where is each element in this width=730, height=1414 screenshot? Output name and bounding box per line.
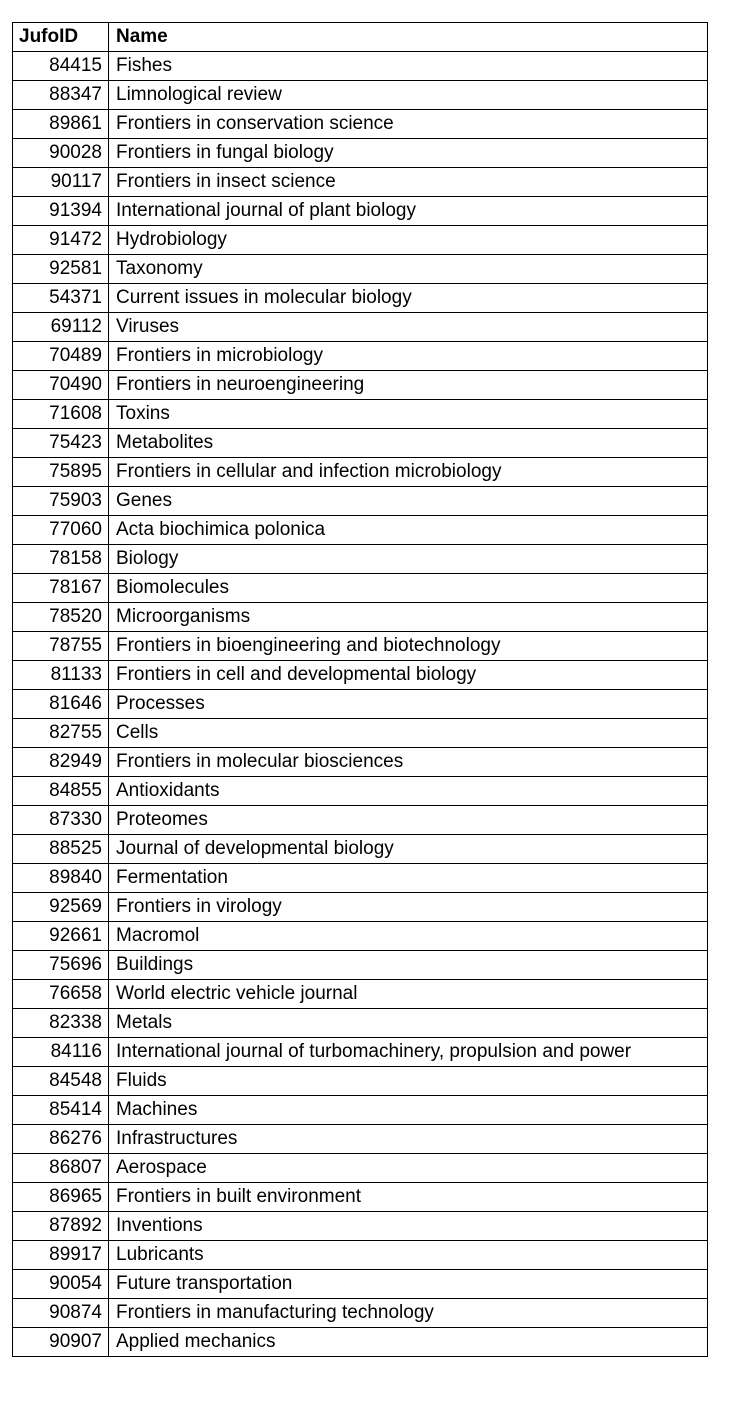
- table-row: [13, 255, 708, 284]
- journal-name-cell: Limnological review: [109, 81, 708, 110]
- table-row: [13, 545, 708, 574]
- table-row: [13, 690, 708, 719]
- jufo-id-cell: 75423: [13, 429, 109, 458]
- table-row: [13, 748, 708, 777]
- journal-name-cell: Frontiers in cellular and infection microbiology: [109, 458, 708, 487]
- journal-name-cell: Biomolecules: [109, 574, 708, 603]
- table-row: [13, 1212, 708, 1241]
- table-row: [13, 1270, 708, 1299]
- table-row: [13, 719, 708, 748]
- journal-name-cell: Frontiers in bioengineering and biotechnology: [109, 632, 708, 661]
- journal-name-cell: Machines: [109, 1096, 708, 1125]
- jufo-id-cell: 84548: [13, 1067, 109, 1096]
- table-row: [13, 951, 708, 980]
- table-row: [13, 835, 708, 864]
- header-row: [13, 23, 708, 52]
- table-row: [13, 603, 708, 632]
- table-row: [13, 226, 708, 255]
- journal-name-cell: Journal of developmental biology: [109, 835, 708, 864]
- jufo-id-cell: 75903: [13, 487, 109, 516]
- jufo-id-cell: 84855: [13, 777, 109, 806]
- table-header: [13, 23, 708, 52]
- table-row: [13, 284, 708, 313]
- table-row: [13, 516, 708, 545]
- journal-name-cell: Frontiers in insect science: [109, 168, 708, 197]
- journal-name-cell: Inventions: [109, 1212, 708, 1241]
- table-body: [13, 52, 708, 1357]
- journal-name-cell: Infrastructures: [109, 1125, 708, 1154]
- jufo-id-cell: 90054: [13, 1270, 109, 1299]
- jufo-id-cell: 78520: [13, 603, 109, 632]
- table-row: [13, 574, 708, 603]
- table-row: [13, 313, 708, 342]
- jufo-id-cell: 69112: [13, 313, 109, 342]
- table-row: [13, 1299, 708, 1328]
- jufo-id-cell: 78167: [13, 574, 109, 603]
- jufo-id-cell: 90874: [13, 1299, 109, 1328]
- table-row: [13, 342, 708, 371]
- journal-name-cell: Genes: [109, 487, 708, 516]
- table-row: [13, 197, 708, 226]
- table-row: [13, 632, 708, 661]
- jufo-id-cell: 87892: [13, 1212, 109, 1241]
- journal-name-cell: Acta biochimica polonica: [109, 516, 708, 545]
- journal-name-cell: Current issues in molecular biology: [109, 284, 708, 313]
- journal-name-cell: Buildings: [109, 951, 708, 980]
- jufo-id-cell: 70490: [13, 371, 109, 400]
- journal-name-cell: Frontiers in fungal biology: [109, 139, 708, 168]
- jufo-id-cell: 75696: [13, 951, 109, 980]
- jufo-id-cell: 85414: [13, 1096, 109, 1125]
- jufo-id-cell: 84116: [13, 1038, 109, 1067]
- journal-name-cell: Viruses: [109, 313, 708, 342]
- column-header-name: Name: [109, 23, 708, 52]
- journal-name-cell: Frontiers in cell and developmental biology: [109, 661, 708, 690]
- table-row: [13, 922, 708, 951]
- journal-name-cell: Frontiers in virology: [109, 893, 708, 922]
- table-row: [13, 1067, 708, 1096]
- jufo-id-cell: 86276: [13, 1125, 109, 1154]
- table-row: [13, 458, 708, 487]
- jufo-id-cell: 90117: [13, 168, 109, 197]
- jufo-id-cell: 92569: [13, 893, 109, 922]
- journal-name-cell: Biology: [109, 545, 708, 574]
- table-row: [13, 139, 708, 168]
- journal-name-cell: Frontiers in molecular biosciences: [109, 748, 708, 777]
- table-row: [13, 1154, 708, 1183]
- jufo-id-cell: 87330: [13, 806, 109, 835]
- table-row: [13, 1096, 708, 1125]
- table-row: [13, 487, 708, 516]
- table-row: [13, 1009, 708, 1038]
- jufo-id-cell: 91394: [13, 197, 109, 226]
- jufo-id-cell: 91472: [13, 226, 109, 255]
- journal-name-cell: Frontiers in neuroengineering: [109, 371, 708, 400]
- table-row: [13, 893, 708, 922]
- jufo-id-cell: 54371: [13, 284, 109, 313]
- jufo-id-cell: 75895: [13, 458, 109, 487]
- jufo-id-cell: 89861: [13, 110, 109, 139]
- journal-table: [12, 22, 708, 1357]
- table-row: [13, 980, 708, 1009]
- jufo-id-cell: 81646: [13, 690, 109, 719]
- table-row: [13, 110, 708, 139]
- journal-name-cell: Fishes: [109, 52, 708, 81]
- journal-name-cell: Applied mechanics: [109, 1328, 708, 1357]
- journal-name-cell: Metabolites: [109, 429, 708, 458]
- journal-name-cell: Future transportation: [109, 1270, 708, 1299]
- journal-name-cell: Frontiers in built environment: [109, 1183, 708, 1212]
- table-row: [13, 661, 708, 690]
- jufo-id-cell: 78755: [13, 632, 109, 661]
- journal-name-cell: Frontiers in microbiology: [109, 342, 708, 371]
- journal-name-cell: Fluids: [109, 1067, 708, 1096]
- jufo-id-cell: 70489: [13, 342, 109, 371]
- jufo-id-cell: 82755: [13, 719, 109, 748]
- jufo-id-cell: 90028: [13, 139, 109, 168]
- journal-name-cell: Proteomes: [109, 806, 708, 835]
- jufo-id-cell: 82949: [13, 748, 109, 777]
- journal-name-cell: International journal of plant biology: [109, 197, 708, 226]
- table-row: [13, 168, 708, 197]
- table-row: [13, 81, 708, 110]
- journal-name-cell: Lubricants: [109, 1241, 708, 1270]
- journal-name-cell: Taxonomy: [109, 255, 708, 284]
- jufo-id-cell: 86965: [13, 1183, 109, 1212]
- jufo-id-cell: 76658: [13, 980, 109, 1009]
- journal-name-cell: Hydrobiology: [109, 226, 708, 255]
- journal-name-cell: International journal of turbomachinery, propulsion and power: [109, 1038, 708, 1067]
- jufo-id-cell: 89917: [13, 1241, 109, 1270]
- journal-name-cell: Aerospace: [109, 1154, 708, 1183]
- jufo-id-cell: 77060: [13, 516, 109, 545]
- jufo-id-cell: 92661: [13, 922, 109, 951]
- jufo-id-cell: 82338: [13, 1009, 109, 1038]
- journal-name-cell: Metals: [109, 1009, 708, 1038]
- jufo-id-cell: 88525: [13, 835, 109, 864]
- table-row: [13, 1241, 708, 1270]
- jufo-id-cell: 86807: [13, 1154, 109, 1183]
- table-row: [13, 371, 708, 400]
- jufo-id-cell: 89840: [13, 864, 109, 893]
- table-row: [13, 864, 708, 893]
- journal-name-cell: Cells: [109, 719, 708, 748]
- journal-name-cell: Microorganisms: [109, 603, 708, 632]
- table-row: [13, 429, 708, 458]
- journal-name-cell: Frontiers in manufacturing technology: [109, 1299, 708, 1328]
- column-header-jufoid: JufoID: [13, 23, 109, 52]
- journal-name-cell: Macromol: [109, 922, 708, 951]
- jufo-id-cell: 84415: [13, 52, 109, 81]
- jufo-id-cell: 78158: [13, 545, 109, 574]
- jufo-id-cell: 88347: [13, 81, 109, 110]
- table-row: [13, 1183, 708, 1212]
- jufo-id-cell: 90907: [13, 1328, 109, 1357]
- jufo-id-cell: 81133: [13, 661, 109, 690]
- jufo-id-cell: 92581: [13, 255, 109, 284]
- journal-name-cell: World electric vehicle journal: [109, 980, 708, 1009]
- table-row: [13, 777, 708, 806]
- journal-name-cell: Antioxidants: [109, 777, 708, 806]
- table-row: [13, 1038, 708, 1067]
- journal-name-cell: Processes: [109, 690, 708, 719]
- table-row: [13, 1328, 708, 1357]
- journal-name-cell: Fermentation: [109, 864, 708, 893]
- journal-name-cell: Frontiers in conservation science: [109, 110, 708, 139]
- table-row: [13, 400, 708, 429]
- journal-name-cell: Toxins: [109, 400, 708, 429]
- table-row: [13, 1125, 708, 1154]
- jufo-id-cell: 71608: [13, 400, 109, 429]
- table-row: [13, 806, 708, 835]
- table-row: [13, 52, 708, 81]
